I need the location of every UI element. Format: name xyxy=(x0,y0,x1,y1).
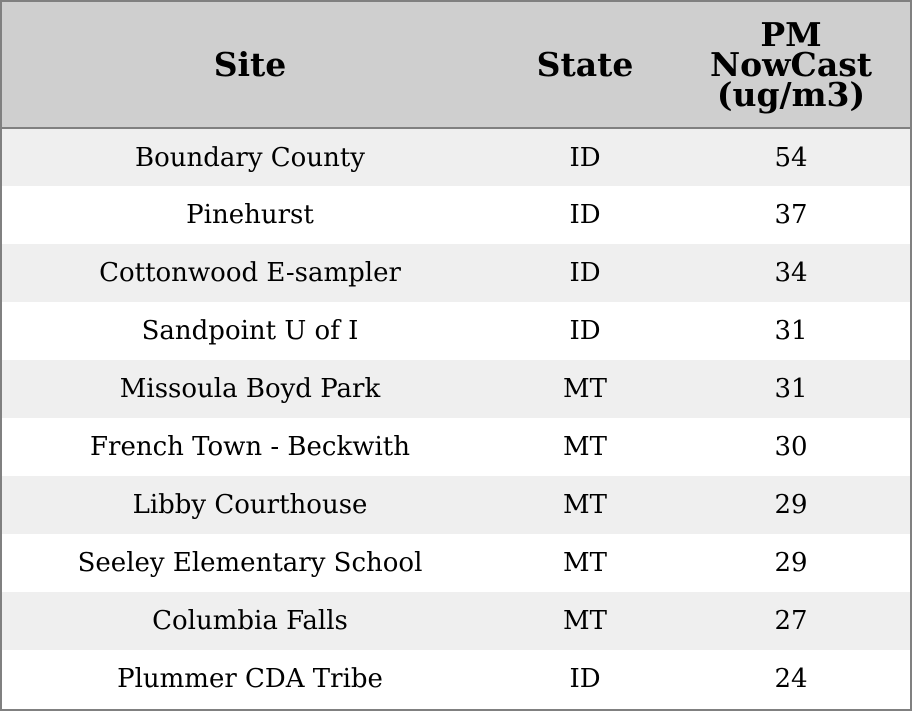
table-row xyxy=(2,418,910,476)
column-header-pm-line-1: PM xyxy=(760,14,822,54)
cell-pm-value: 29 xyxy=(774,490,808,520)
cell-state: MT xyxy=(563,374,607,404)
cell-pm-value: 37 xyxy=(774,200,808,230)
cell-pm-value: 27 xyxy=(774,606,808,636)
cell-state: MT xyxy=(563,432,607,462)
cell-pm-value: 24 xyxy=(774,664,808,694)
table-row xyxy=(2,534,910,592)
table-row xyxy=(2,592,910,650)
table-row xyxy=(2,244,910,302)
cell-site: Missoula Boyd Park xyxy=(119,374,381,404)
table-row xyxy=(2,650,910,708)
cell-state: ID xyxy=(569,258,601,288)
column-header-state: State xyxy=(498,2,672,128)
column-header-pm-line-3: (ug/m3) xyxy=(716,74,866,114)
cell-state: MT xyxy=(563,490,607,520)
cell-site: Boundary County xyxy=(135,142,365,173)
column-header-pm-line-2: NowCast xyxy=(709,44,873,84)
cell-site: Libby Courthouse xyxy=(132,490,368,520)
cell-site: French Town - Beckwith xyxy=(89,432,411,462)
column-header-pm-nowcast xyxy=(672,2,910,128)
cell-pm-value: 29 xyxy=(774,548,808,578)
table-row xyxy=(2,302,910,360)
table-row xyxy=(2,186,910,244)
cell-state: ID xyxy=(569,142,601,173)
cell-site: Sandpoint U of I xyxy=(141,316,359,346)
cell-pm-value: 31 xyxy=(774,316,808,346)
cell-pm-value: 54 xyxy=(774,142,808,173)
column-header-site: Site xyxy=(2,2,498,128)
pm-nowcast-table xyxy=(2,2,910,708)
table-row xyxy=(2,360,910,418)
cell-site: Cottonwood E-sampler xyxy=(99,258,401,288)
cell-pm-value: 31 xyxy=(774,374,808,404)
cell-state: ID xyxy=(569,316,601,346)
table-row xyxy=(2,128,910,186)
table-row xyxy=(2,476,910,534)
cell-state: MT xyxy=(563,606,607,636)
cell-pm-value: 34 xyxy=(774,258,808,288)
cell-site: Pinehurst xyxy=(186,200,314,230)
cell-state: ID xyxy=(569,664,601,694)
table-header-row xyxy=(2,2,910,128)
cell-site: Columbia Falls xyxy=(152,606,348,636)
cell-pm-value: 30 xyxy=(774,432,808,462)
cell-site: Plummer CDA Tribe xyxy=(117,664,383,694)
cell-site: Seeley Elementary School xyxy=(77,548,423,578)
cell-state: ID xyxy=(569,200,601,230)
cell-state: MT xyxy=(563,548,607,578)
